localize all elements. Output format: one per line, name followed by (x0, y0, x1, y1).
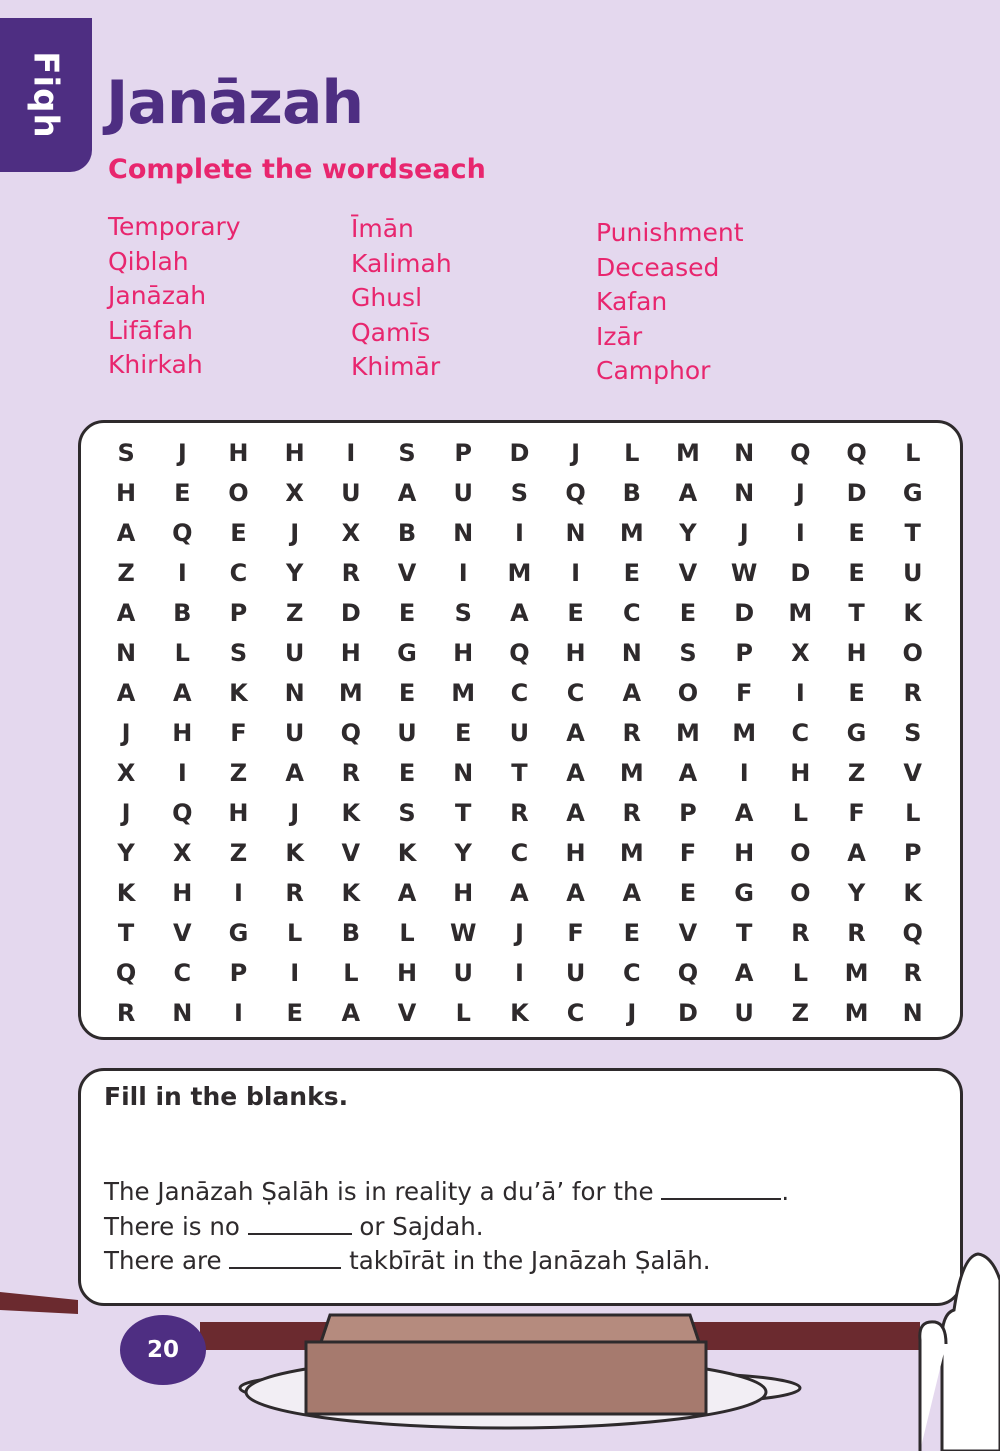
grid-letter[interactable]: C (622, 959, 641, 987)
grid-letter[interactable]: X (173, 839, 192, 867)
grid-letter[interactable]: P (454, 439, 473, 467)
word-item: Punishment (596, 218, 744, 247)
grid-letter[interactable]: P (229, 599, 248, 627)
grid-letter[interactable]: M (619, 839, 644, 867)
grid-letter[interactable]: E (679, 599, 697, 627)
grid-letter[interactable]: J (514, 919, 524, 947)
grid-letter[interactable]: O (228, 479, 249, 507)
grid-letter[interactable]: K (341, 799, 361, 827)
section-tab (0, 18, 92, 172)
grid-letter[interactable]: A (397, 479, 417, 507)
grid-letter[interactable]: V (172, 919, 192, 947)
grid-letter[interactable]: D (790, 559, 811, 587)
grid-letter[interactable]: U (565, 959, 586, 987)
grid-letter[interactable]: Z (229, 839, 248, 867)
word-list-column-3 (596, 216, 744, 389)
grid-letter[interactable]: R (116, 999, 136, 1027)
grid-letter[interactable]: J (571, 439, 581, 467)
grid-letter[interactable]: E (230, 519, 247, 547)
grid-letter[interactable]: C (566, 999, 585, 1027)
grid-letter[interactable]: P (735, 639, 753, 667)
grid-letter[interactable]: K (903, 599, 923, 627)
grid-letter[interactable]: E (623, 919, 640, 947)
grid-letter[interactable]: N (453, 519, 474, 547)
grid-letter[interactable]: C (791, 719, 810, 747)
grid-letter[interactable]: L (905, 799, 921, 827)
grid-letter[interactable]: E (455, 719, 472, 747)
grid-letter[interactable]: T (455, 799, 472, 827)
sentence-2-end: or Sajdah. (351, 1211, 484, 1241)
grid-letter[interactable]: Q (565, 479, 586, 507)
grid-letter[interactable]: E (848, 519, 865, 547)
grid-letter[interactable]: A (510, 599, 529, 627)
grid-letter[interactable]: X (791, 639, 810, 667)
grid-letter[interactable]: O (790, 839, 811, 867)
grid-letter[interactable]: M (676, 439, 700, 467)
grid-letter[interactable]: V (678, 559, 698, 587)
grid-letter[interactable]: Q (172, 519, 193, 547)
grid-letter[interactable]: S (117, 439, 135, 467)
word-item: Qamīs (351, 317, 431, 347)
grid-letter[interactable]: I (177, 759, 187, 787)
grid-letter[interactable]: J (627, 999, 637, 1027)
grid-letter[interactable]: H (284, 439, 305, 467)
grid-letter[interactable]: M (676, 719, 700, 747)
grid-letter[interactable]: J (290, 519, 300, 547)
grid-letter[interactable]: F (230, 719, 247, 747)
grid-letter[interactable]: K (116, 879, 136, 907)
grid-letter[interactable]: I (458, 559, 468, 587)
word-item: Camphor (596, 356, 711, 386)
grid-letter[interactable]: L (792, 799, 808, 827)
grid-letter[interactable]: U (453, 959, 473, 987)
grid-letter[interactable]: H (790, 759, 811, 787)
grid-letter[interactable]: H (453, 639, 474, 667)
grid-letter[interactable]: N (284, 679, 305, 707)
grid-letter[interactable]: A (566, 879, 585, 907)
grid-letter[interactable]: Q (902, 919, 923, 947)
grid-letter[interactable]: E (623, 559, 640, 587)
grid-letter[interactable]: E (567, 599, 584, 627)
grid-letter[interactable]: C (229, 559, 248, 587)
grid-letter[interactable]: H (228, 799, 249, 827)
grid-letter[interactable]: M (338, 679, 363, 707)
grid-letter[interactable]: A (734, 799, 754, 827)
grid-letter[interactable]: I (795, 679, 805, 707)
grid-letter[interactable]: X (285, 479, 304, 507)
grid-letter[interactable]: S (398, 439, 416, 467)
grid-letter[interactable]: L (287, 919, 303, 947)
grid-letter[interactable]: T (511, 759, 528, 787)
grid-letter[interactable]: A (285, 759, 304, 787)
sentence-1-end: . (781, 1177, 790, 1206)
grid-letter[interactable]: T (904, 519, 921, 547)
word-item: Janāzah (108, 281, 207, 311)
grid-letter[interactable]: H (340, 639, 361, 667)
grid-letter[interactable]: B (397, 519, 417, 547)
grid-letter[interactable]: R (791, 919, 810, 947)
grid-letter[interactable]: C (510, 839, 529, 867)
grid-letter[interactable]: H (846, 639, 867, 667)
word-item: Khimār (351, 352, 441, 382)
grid-letter[interactable]: I (234, 999, 243, 1027)
sentence-3-end: takbīrāt in the Janāzah Ṣalāh. (341, 1246, 711, 1275)
grid-letter[interactable]: I (514, 959, 524, 987)
grid-letter[interactable]: E (398, 679, 416, 707)
grid-letter[interactable]: A (510, 879, 529, 907)
word-item: Khirkah (108, 350, 203, 380)
grid-letter[interactable]: I (571, 559, 581, 587)
grid-letter[interactable]: H (172, 879, 193, 907)
grid-letter[interactable]: R (847, 919, 866, 947)
word-list-column-1 (108, 210, 241, 383)
grid-letter[interactable]: R (510, 799, 529, 827)
word-item: Kalimah (351, 248, 452, 278)
grid-letter[interactable]: Q (509, 639, 530, 667)
grid-letter[interactable]: N (734, 439, 755, 467)
grid-letter[interactable]: U (397, 719, 417, 747)
grid-letter[interactable]: E (848, 679, 865, 707)
grid-letter[interactable]: K (341, 879, 361, 907)
grid-letter[interactable]: Y (117, 839, 135, 867)
grid-letter[interactable]: I (177, 559, 187, 587)
grid-letter[interactable]: M (619, 759, 644, 787)
grid-letter[interactable]: F (848, 799, 865, 827)
grid-letter[interactable]: P (903, 839, 922, 867)
grid-letter[interactable]: L (905, 439, 921, 467)
grid-letter[interactable]: N (902, 999, 923, 1027)
grid-letter[interactable]: D (509, 439, 530, 467)
grid-letter[interactable]: X (116, 759, 136, 787)
grid-letter[interactable]: N (734, 479, 755, 507)
grid-letter[interactable]: J (121, 799, 131, 827)
fill-blanks-title: Fill in the blanks. (104, 1082, 349, 1111)
grid-letter[interactable]: H (453, 879, 474, 907)
grid-letter[interactable]: J (739, 519, 749, 547)
grid-letter[interactable]: N (172, 999, 193, 1027)
grid-letter[interactable]: M (732, 719, 757, 747)
grid-letter[interactable]: U (509, 719, 530, 747)
section-tab-label: Fiqh (26, 51, 66, 139)
grid-letter[interactable]: L (455, 999, 471, 1027)
grid-letter[interactable]: E (679, 879, 697, 907)
grid-letter[interactable]: S (454, 599, 472, 627)
grid-letter[interactable]: L (399, 919, 415, 947)
grid-letter[interactable]: X (341, 519, 361, 547)
grid-letter[interactable]: M (844, 999, 869, 1027)
grid-letter[interactable]: A (678, 759, 698, 787)
grid-letter[interactable]: D (846, 479, 867, 507)
grid-letter[interactable]: L (792, 959, 808, 987)
grid-letter[interactable]: A (566, 759, 585, 787)
grid-letter[interactable]: D (734, 599, 755, 627)
grid-letter[interactable]: H (565, 839, 586, 867)
grid-letter[interactable]: A (116, 679, 136, 707)
grid-letter[interactable]: A (847, 839, 866, 867)
grid-letter[interactable]: V (397, 999, 417, 1027)
grid-letter[interactable]: Z (285, 599, 304, 627)
grid-letter[interactable]: Z (791, 999, 810, 1027)
grid-letter[interactable]: H (228, 439, 249, 467)
hand-illustration (942, 1254, 1000, 1451)
table-edge-left (0, 1292, 78, 1314)
grid-letter[interactable]: R (285, 879, 304, 907)
grid-letter[interactable]: F (567, 919, 584, 947)
grid-letter[interactable]: A (566, 719, 585, 747)
grid-letter[interactable]: A (172, 679, 192, 707)
grid-letter[interactable]: C (622, 599, 641, 627)
grid-letter[interactable]: R (622, 799, 642, 827)
grid-letter[interactable]: C (173, 959, 192, 987)
word-item: Īmān (351, 214, 414, 243)
grid-letter[interactable]: Q (846, 439, 867, 467)
grid-letter[interactable]: I (795, 519, 805, 547)
grid-letter[interactable]: H (116, 479, 137, 507)
grid-letter[interactable]: M (507, 559, 532, 587)
grid-letter[interactable]: G (734, 879, 754, 907)
grid-letter[interactable]: B (173, 599, 192, 627)
grid-letter[interactable]: Q (790, 439, 811, 467)
sentence-1-start: The Janāzah Ṣalāh is in reality a du’ā’ for the (104, 1177, 662, 1206)
page-title: Janāzah (106, 68, 364, 138)
grid-letter[interactable]: U (284, 639, 305, 667)
grid-letter[interactable]: U (453, 479, 473, 507)
grid-letter[interactable]: E (286, 999, 303, 1027)
grid-letter[interactable]: A (622, 879, 642, 907)
grid-letter[interactable]: J (177, 439, 187, 467)
answer-blank-1[interactable] (661, 1178, 781, 1200)
grid-letter[interactable]: B (622, 479, 641, 507)
wordsearch-instruction: Complete the wordseach (108, 154, 486, 185)
grid-letter[interactable]: Z (229, 759, 248, 787)
grid-letter[interactable]: E (848, 559, 865, 587)
grid-letter[interactable]: A (116, 599, 136, 627)
grid-letter[interactable]: S (229, 639, 248, 667)
grid-letter[interactable]: A (116, 519, 136, 547)
grid-letter[interactable]: G (228, 919, 249, 947)
grid-letter[interactable]: G (902, 479, 923, 507)
grid-letter[interactable]: K (510, 999, 529, 1027)
grid-letter[interactable]: E (398, 759, 416, 787)
grid-letter[interactable]: Y (285, 559, 304, 587)
grid-letter[interactable]: F (735, 679, 753, 707)
grid-letter[interactable]: D (340, 599, 361, 627)
grid-letter[interactable]: M (844, 959, 869, 987)
grid-letter[interactable]: K (903, 879, 923, 907)
grid-letter[interactable]: S (510, 479, 529, 507)
grid-letter[interactable]: O (902, 639, 923, 667)
grid-letter[interactable]: R (622, 719, 642, 747)
grid-letter[interactable]: Y (679, 519, 697, 547)
grid-letter[interactable]: Y (847, 879, 866, 907)
sentence-2-start: There is no (104, 1211, 248, 1241)
grid-letter[interactable]: T (735, 919, 753, 947)
grid-letter[interactable]: A (397, 879, 417, 907)
grid-letter[interactable]: L (174, 639, 190, 667)
grid-letter[interactable]: L (343, 959, 359, 987)
word-item: Qiblah (108, 246, 189, 276)
wordsearch-grid (98, 433, 941, 1033)
grid-letter[interactable]: K (397, 839, 417, 867)
word-item: Kafan (596, 287, 668, 317)
grid-letter[interactable]: U (902, 559, 923, 587)
grid-letter[interactable]: G (846, 719, 867, 747)
grid-letter[interactable]: O (677, 679, 699, 707)
box-body (306, 1342, 706, 1414)
grid-letter[interactable]: N (565, 519, 586, 547)
page-number: 20 (120, 1315, 206, 1385)
grid-letter[interactable]: M (619, 519, 644, 547)
grid-letter[interactable]: H (396, 959, 418, 987)
grid-letter[interactable]: N (116, 639, 137, 667)
grid-letter[interactable]: U (734, 999, 754, 1027)
grid-letter[interactable]: R (341, 759, 361, 787)
grid-letter[interactable]: E (398, 599, 416, 627)
grid-letter[interactable]: I (739, 759, 749, 787)
grid-letter[interactable]: S (679, 639, 697, 667)
answer-blank-2[interactable] (248, 1213, 352, 1235)
grid-letter[interactable]: R (903, 959, 922, 987)
sentence-2 (104, 1210, 789, 1245)
grid-letter[interactable]: V (903, 759, 922, 787)
grid-letter[interactable]: J (795, 479, 805, 507)
grid-letter[interactable]: V (397, 559, 417, 587)
word-item: Temporary (108, 212, 241, 241)
grid-letter[interactable]: R (341, 559, 361, 587)
grid-letter[interactable]: G (397, 639, 417, 667)
grid-letter[interactable]: V (678, 919, 698, 947)
grid-letter[interactable]: P (679, 799, 697, 827)
grid-letter[interactable]: H (734, 839, 755, 867)
grid-letter[interactable]: H (172, 719, 193, 747)
grid-letter[interactable]: Z (847, 759, 866, 787)
word-item: Izār (596, 321, 643, 351)
grid-letter[interactable]: A (341, 999, 361, 1027)
grid-letter[interactable]: I (234, 879, 243, 907)
grid-letter[interactable]: I (290, 959, 300, 987)
word-item: Ghusl (351, 283, 423, 313)
grid-letter[interactable]: J (121, 719, 131, 747)
grid-letter[interactable]: L (624, 439, 640, 467)
grid-letter[interactable]: W (730, 559, 758, 587)
grid-letter[interactable]: A (566, 799, 585, 827)
grid-letter[interactable]: B (341, 919, 360, 947)
grid-letter[interactable]: K (229, 679, 248, 707)
grid-letter[interactable]: P (229, 959, 248, 987)
grid-letter[interactable]: U (284, 719, 305, 747)
word-item: Lifāfah (108, 315, 193, 345)
grid-letter[interactable]: N (621, 639, 642, 667)
grid-letter[interactable]: Z (117, 559, 135, 587)
grid-letter[interactable]: E (174, 479, 191, 507)
grid-letter[interactable]: T (117, 919, 135, 947)
grid-letter[interactable]: C (566, 679, 585, 707)
grid-letter[interactable]: I (346, 439, 356, 467)
grid-letter[interactable]: K (285, 839, 304, 867)
grid-letter[interactable]: A (734, 959, 754, 987)
grid-letter[interactable]: S (398, 799, 416, 827)
sentence-3-start: There are (104, 1246, 230, 1275)
grid-letter[interactable]: O (790, 879, 811, 907)
grid-letter[interactable]: M (451, 679, 476, 707)
grid-letter[interactable]: H (565, 639, 586, 667)
grid-letter[interactable]: U (341, 479, 361, 507)
grid-letter[interactable]: Q (115, 959, 137, 987)
grid-letter[interactable]: V (341, 839, 361, 867)
grid-letter[interactable]: I (514, 519, 524, 547)
grid-letter[interactable]: R (903, 679, 922, 707)
grid-letter[interactable]: F (679, 839, 697, 867)
grid-letter[interactable]: W (449, 919, 477, 947)
grid-letter[interactable]: S (904, 719, 922, 747)
grid-letter[interactable]: D (678, 999, 698, 1027)
sentence-1 (104, 1175, 789, 1210)
grid-letter[interactable]: A (678, 479, 698, 507)
grid-letter[interactable]: Q (677, 959, 699, 987)
grid-letter[interactable]: Y (454, 839, 472, 867)
grid-letter[interactable]: C (510, 679, 529, 707)
grid-letter[interactable]: J (290, 799, 300, 827)
grid-letter[interactable]: Q (340, 719, 362, 747)
word-list-column-2 (351, 212, 452, 385)
grid-letter[interactable]: M (788, 599, 813, 627)
grid-letter[interactable]: T (848, 599, 865, 627)
grid-letter[interactable]: Q (172, 799, 193, 827)
grid-letter[interactable]: N (453, 759, 474, 787)
grid-letter[interactable]: A (622, 679, 642, 707)
word-item: Deceased (596, 252, 720, 282)
